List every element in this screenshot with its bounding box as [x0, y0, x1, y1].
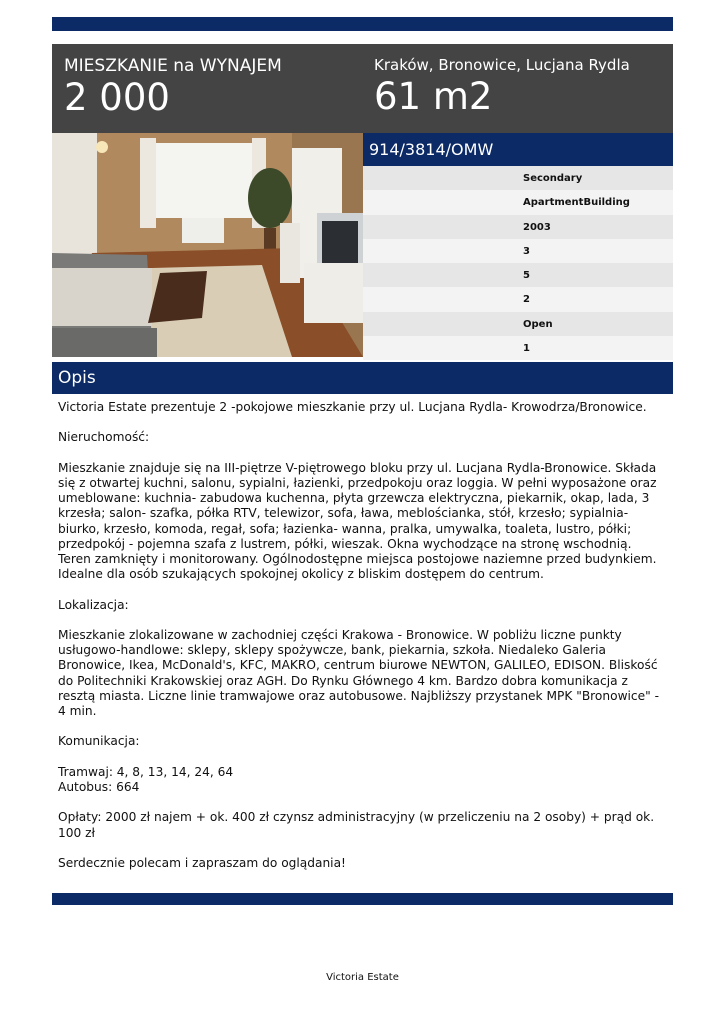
attribute-value: 5 — [523, 270, 530, 282]
attribute-value: 3 — [523, 245, 530, 257]
listing-reference: 914/3814/OMW — [369, 140, 494, 159]
attributes-table — [363, 166, 673, 360]
attribute-row — [363, 190, 673, 214]
attribute-row — [363, 336, 673, 360]
attribute-row — [363, 263, 673, 287]
description-paragraph: Mieszkanie zlokalizowane w zachodniej części Krakowa - Bronowice. W pobliżu liczne punkty usługowo-handlowe: sklepy, sklepy spożywcze, bank, piekarnia, szkoła. Niedaleko Galeria Bronowice, Ikea, McDonald's, KFC, MAKRO, centrum biurowe NEWTON, GALILEO, EDISON. Bliskość do Politechniki Krakowskiej oraz AGH. Do Rynku Głównego 4 km. Bardzo dobra komunikacja z resztą miasta. Liczne linie tramwajowe oraz autobusowe. Najbliższy przystanek MPK "Bronowice" - 4 min. — [58, 627, 659, 718]
attribute-row — [363, 215, 673, 239]
top-accent-bar — [52, 17, 673, 31]
description-paragraph: Victoria Estate prezentuje 2 -pokojowe mieszkanie przy ul. Lucjana Rydla- Krowodrza/Bronowice. — [58, 400, 647, 414]
description-heading-bar — [52, 362, 673, 394]
description-paragraph: Serdecznie polecam i zapraszam do oglądania! — [58, 855, 346, 870]
listing-location: Kraków, Bronowice, Lucjana Rydla — [374, 56, 630, 74]
attribute-value: Secondary — [523, 173, 583, 184]
footer-agency-name: Victoria Estate — [326, 972, 399, 983]
description-paragraph: Nieruchomość: — [58, 430, 150, 445]
attribute-value: ApartmentBuilding — [523, 197, 630, 209]
attribute-row — [363, 312, 673, 336]
attribute-row — [363, 239, 673, 263]
reference-bar — [363, 133, 673, 166]
attribute-row — [363, 166, 673, 190]
attribute-value: Open — [523, 318, 553, 330]
description-paragraph: Komunikacja: — [58, 734, 140, 749]
attribute-value: 2003 — [523, 221, 551, 233]
listing-area: 61 m2 — [374, 75, 493, 118]
listing-type: MIESZKANIE na WYNAJEM — [64, 56, 282, 76]
attribute-row — [363, 287, 673, 311]
listing-header — [52, 44, 673, 133]
description-paragraph: Tramwaj: 4, 8, 13, 14, 24, 64 Autobus: 664 — [58, 764, 234, 794]
header-right — [374, 55, 630, 119]
attribute-value: 1 — [523, 343, 530, 355]
header-left — [64, 56, 282, 120]
description-body — [58, 400, 664, 886]
description-paragraph: Lokalizacja: — [58, 597, 129, 612]
attribute-value: 2 — [523, 294, 530, 306]
description-paragraph: Opłaty: 2000 zł najem + ok. 400 zł czynsz administracyjny (w przeliczeniu na 2 osoby) + prąd ok. 100 zł — [58, 810, 655, 840]
listing-price: 2 000 — [64, 76, 170, 119]
bottom-accent-bar — [52, 893, 673, 905]
description-heading: Opis — [58, 368, 96, 388]
description-paragraph: Mieszkanie znajduje się na III-piętrze V-piętrowego bloku przy ul. Lucjana Rydla-Bronowice. Składa się z otwartej kuchni, salonu, sypialni, łazienki, przedpokoju oraz loggia. W pełni wyposażone oraz umeblowane: kuchnia- zabudowa kuchenna, płyta grzewcza elektryczna, piekarnik, okap, lada, 3 krzesła; salon- szafka, półka RTV, telewizor, sofa, ława, meblościanka, stół, krzesło; sypialnia- biurko, krzesło, komoda, regał, sofa; łazienka- wanna, pralka, umywalka, toaleta, lustro, półki; przedpokój - pojemna szafa z lustrem, półki, wieszak. Okna wychodzące na stronę wschodnią. Teren zamknięty i monitorowany. Ogólnodostępne miejsca postojowe naziemne przed budynkiem. Idealne dla osób szukających spokojnej okolicy z bliskim dostępem do centrum. — [58, 460, 657, 582]
apartment-photo — [52, 133, 363, 357]
